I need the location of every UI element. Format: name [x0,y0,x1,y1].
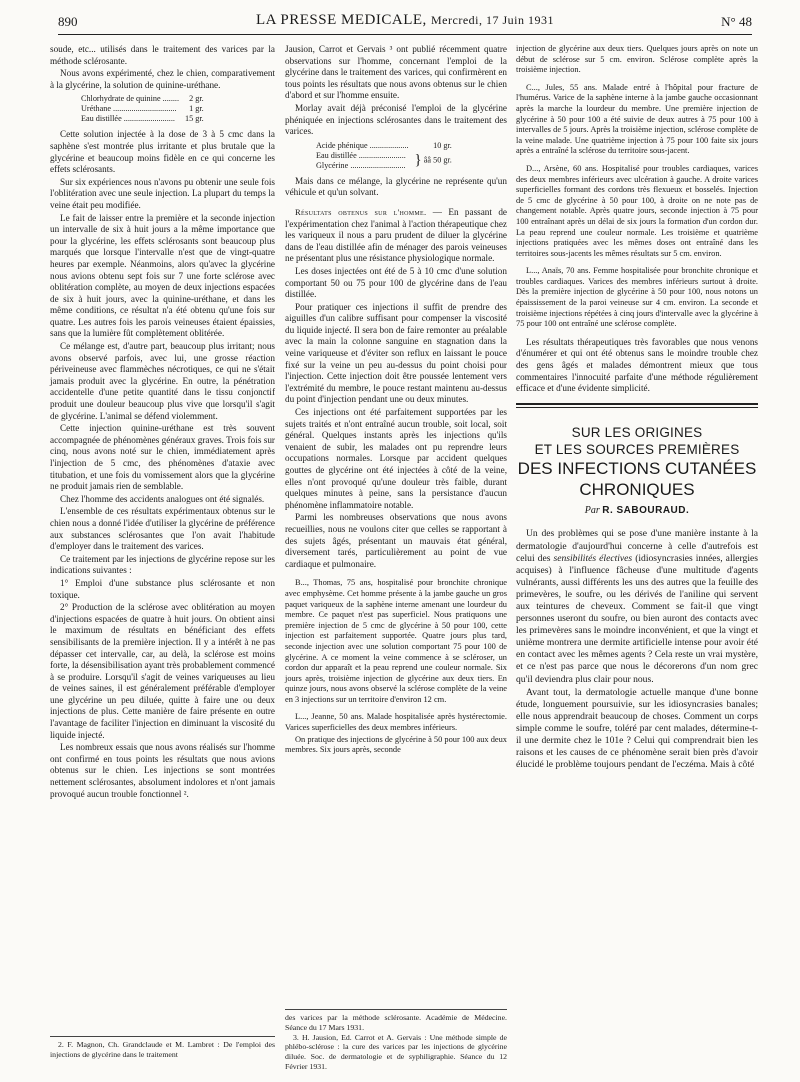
formula-ingredient: Chlorhydrate de quinine ........ [81,94,180,104]
case-report: On pratique des injections de glycérine à 50 pour 100 aux deux membres. Six jours après, seconde [285,734,507,755]
article-title [516,424,758,500]
footnote: des varices par la méthode sclérosante. Académie de Médecine. Séance du 17 Mars 1931. [285,1013,507,1032]
emphasis: sensibilités électives [553,552,633,564]
paragraph [516,528,758,685]
paragraph: Ce mélange est, d'autre part, beaucoup plus irritant; nous avons observé parfois, avec lui, une grosse réaction périveineuse avec flammèches nécrotiques, ce qui ne s'était jamais produit avec la glycérine. En outre, la pénétration accidentelle d'une petite quantité dans le tissu conjonctif produit une douleur beaucoup plus vive que lorsqu'il s'agit de glycérine. L'animal se défend violemment. [50,341,275,421]
case-report: B..., Thomas, 75 ans, hospitalisé pour bronchite chronique avec emphysème. Cet homme présente à la jambe gauche un gros paquet variqueux de la saphène interne amenant une lourdeur du membre. Ce paquet n'est pas superficiel. Nous pratiquons une première injection de 5 cmc de glycérine à 50 pour 100, cette injection est parfaitement supportée. Quatre jours plus tard, seconde injection avec une solution comportant 75 pour 100 de glycérine. A ce moment la veine commence à se scléroser, un cordon dur apparaît et la peau reprend une couleur normale. Six jours après, troisième injection de glycérine aux deux tiers. En quinze jours, nous avons observé la sclérose complète de la veine en 3 injections sur un territoire d'environ 12 cm. [285,578,507,704]
paragraph: Les nombreux essais que nous avons réalisés sur l'homme ont confirmé en tous points les résultats que nous avions obtenus sur le chien. Les injections se sont montrées nettement sclérosantes, absolument indolores et n'ont jamais provoqué aucun trouble fonctionnel ². [50,742,275,799]
paragraph: Cette injection quinine-uréthane est très souvent accompagnée de phénomènes généraux graves. Trois fois sur cinq, nous avons noté sur le chien, immédiatement après l'injection de 5 cmc, des phénomènes d'ataxie avec titubation, et une fois du vomissement alors que la glycérine ne produit jamais rien de semblable. [50,423,275,492]
journal-masthead [58,12,752,28]
footnote-left [50,1036,275,1060]
article-title-line: ET LES SOURCES PREMIÈRES [534,441,740,457]
issue-date: Mercredi, 17 Juin 1931 [431,13,554,27]
paragraph: Parmi les nombreuses observations que nous avons recueillies, nous ne voulons citer que celles se rapportant à des sujets âgés, présentant un mauvais état général, diversement tarés, particulièrement au point de vue cardiaque et pulmonaire. [285,512,507,569]
journal-title: LA PRESSE MEDICALE, [256,12,427,28]
case-report: L..., Jeanne, 50 ans. Malade hospitalisée après hystérectomie. Varices superficielles des deux membres inférieurs. [285,712,507,733]
article-title-line: SUR LES ORIGINES [571,424,703,440]
case-report: injection de glycérine aux deux tiers. Quelques jours après on note un début de sclérose sur 5 cm. environ. Sclérose complète après la troisième injection. [516,44,758,75]
paragraph: Les résultats thérapeutiques très favorables que nous venons d'énumérer et qui ont été obtenus sans le moindre trouble chez des gens âgés et malades démontrent mieux que tous commentaires l'innocuité parfaite d'une méthode régulièrement efficace et d'une évidente simplicité. [516,336,758,394]
formula-row [313,141,455,151]
paragraph: L'ensemble de ces résultats expérimentaux obtenus sur le chien nous a donné l'idée d'utiliser la glycérine de préférence aux substances sclérosantes que l'on avait l'habitude d'employer dans le traitement des varices. [50,506,275,552]
formula-quantity: 15 gr. [185,114,204,124]
column-middle [285,44,507,763]
paragraph: Nous avons expérimenté, chez le chien, comparativement à la glycérine, la solution de quinine-uréthane. [50,68,275,90]
formula-table [313,141,455,171]
brace-glyph: } [414,152,422,169]
formula-ingredient: Uréthane ............................... [81,104,177,114]
paragraph [285,207,507,265]
paragraph-text: (idiosyncrasies innées, allergies acquises) à l'influence fâcheuse d'une multitude d'agents vulnérants, aussi différents les uns des autres que la feuille des primevères, le soufre, ou les dérivés de l'aniline qui servent aux teintures de cheveux. Comment se fait-il que vingt personnes useront du soufre, ou bien auront des contacts avec les primevères sans le moindre inconvénient, et que la vingt et unième montrera une dermite artificielle intense pour avoir été en contact avec les mêmes agents ? Cela reste un vrai mystère, et ce n'est pas parce que nous le décorerons d'un nom grec qu'il deviendra plus clair pour nous. [516,552,759,685]
footnote: 2. F. Magnon, Ch. Grandclaude et M. Lambret : De l'emploi des injections de glycérine dans le traitement [50,1040,275,1059]
paragraph: 1° Emploi d'une substance plus sclérosante et non toxique. [50,577,275,600]
formula-ingredient: Eau distillée ......................... [81,114,175,124]
article-body [516,528,758,771]
paragraph: Le fait de laisser entre la première et la seconde injection un intervalle de six à huit jours a la même importance que pour la glycérine, les effets sclérosants sont beaucoup plus marqués que lorsque l'intervalle n'est que de vingt-quatre heures par exemple. Néanmoins, alors qu'avec la glycérine nous avions obtenu sept fois sur 7 une forte sclérose avec oblitération complète, au moyen de deux injections espacées de six à huit jours, avec la quinine-uréthane, et dans les même conditions, ce résultat n'a été obtenu qu'une fois sur quatre. Les autres fois les parois veineuses étaient épaissies, sans que la lumière fût complètement oblitérée. [50,212,275,339]
paragraph: Jausion, Carrot et Gervais ³ ont publié récemment quatre observations sur l'homme, concernant l'emploi de la glycérine dans le traitement des varices, qui confirmèrent en tous points les résultats que nous avons obtenus sur le chien d'abord et sur l'homme ensuite. [285,44,507,101]
formula-row [78,104,207,114]
formula-quantity-value: ââ 50 gr. [423,155,452,165]
case-report: L..., Anaïs, 70 ans. Femme hospitalisée pour bronchite chronique et troubles cardiaques. Varices des membres inférieurs surtout à droite. Dès la première injection de glycérine à 50 pour 100, nous notons un épaississement de la paroi veineuse sur 4 cm. environ. La seconde et troisième injections répétées à cinq jours d'intervalle avec la glycérine à 75 pour 100 ont entraîné une sclérose complète. [516,266,758,329]
paragraph: soude, etc... utilisés dans le traitement des varices par la méthode sclérosante. [50,44,275,66]
author-name: R. SABOURAUD. [602,504,690,516]
column-left [50,44,275,801]
article-title-line: CHRONIQUES [579,479,695,499]
new-article [516,403,758,771]
formula-ingredient: Eau distillée ....................... [316,150,406,160]
paragraph: Pour pratiquer ces injections il suffit de prendre des aiguilles d'un calibre suffisant pour compenser la viscosité du liquide injecté. Il sera bon de faire remonter au préalable avec la main la colonne sanguine en stagnation dans la veine variqueuse et d'éviter son reflux en laissant le pouce fixé sur la veine un peu au-dessus du point choisi pour l'injection. Cette injection doit être poussée lentement vers l'extrémité du membre, le pouce restant maintenu au-dessus du point d'injection pendant une ou deux minutes. [285,301,507,405]
footnote-middle [285,1009,507,1072]
paragraph: Mais dans ce mélange, la glycérine ne représente qu'un véhicule et qu'un solvant. [285,175,507,198]
paragraph: Ce traitement par les injections de glycérine repose sur les indications suivantes : [50,553,275,576]
paragraph: Morlay avait déjà préconisé l'emploi de la glycérine phéniquée en injections sclérosantes dans le traitement des varices. [285,102,507,137]
formula-quantity: 1 gr. [189,104,204,114]
formula-ingredient: Glycérine ........................... [316,160,406,170]
article-title-line: DES INFECTIONS CUTANÉES [517,458,757,478]
formula-row [313,151,455,161]
paragraph: Sur six expériences nous n'avons pu obtenir une seule fois l'oblitération avec une seule injection. La plupart du temps la veine était peu modifiée. [50,176,275,210]
section-heading: Résultats obtenus sur l'homme. [295,206,427,217]
paragraph: 2° Production de la sclérose avec oblitération au moyen d'injections espacées de quatre à huit jours. On obtient ainsi le maximum de résultats en bénéficiant des effets sensibilisants de la première injection. Il y a intérêt à ne pas dépasser cet intervalle, car, au delà, la sclérose est moins forte, la désensibilisation ayant très probablement commencé à se produire. Lorsqu'il s'agit de veines variqueuses au lieu de veines saines, il est généralement préférable d'employer une glycérine un peu diluée, quitte à faire une ou deux injections de plus. Cette manière de faire présente en outre l'avantage de faciliter l'injection en diminuant la viscosité du liquide injecté. [50,602,275,740]
case-report: D..., Arsène, 60 ans. Hospitalisé pour troubles cardiaques, varices des deux membres inférieurs avec ulcération à gauche. A droite varices superficielles formant des cordons très flexueux et bosselés. Injection de 5 cmc de glycérine à 50 pour 100, à droite on ne note pas de changement notable. Après quatre jours, seconde injection à 75 pour 100 entraînant après un délai de six jours la formation d'un cordon dur. La peau reprend une couleur normale. Les troisième et quatrième injections pratiquées avec les mêmes doses ont entraîné dans les territoires sous-jacents les mêmes résultats sur 5 cm. environ. [516,163,758,258]
paragraph-text: Un des problèmes qui se pose d'une manière instante à la dermatologie d'aujourd'hui concerne à celle d'autrefois est celui des [516,528,758,564]
paragraph: Cette solution injectée à la dose de 3 à 5 cmc dans la saphène s'est montrée plus irritante et plus brutale que la glycérine et beaucoup moins fidèle en ce qui concerne les effets sclérosants. [50,129,275,175]
formula-row [78,94,207,104]
paragraph: Chez l'homme des accidents analogues ont été signalés. [60,493,265,504]
formula-row [78,114,207,124]
formula-quantity [412,151,455,171]
paragraph: Ces injections ont été parfaitement supportées par les sujets traités et n'ont entraîné aucun trouble, soit local, soit général. Quelques instants après les injections qu'ils venaient de subir, les malades ont pu reprendre leurs occupations normales. Lorsque par accident quelques gouttes de glycérine ont été injectées à côté de la veine, elles n'ont provoqué qu'une douleur très faible, durant quelques minutes à peine, sans la persistance d'aucun phénomène inflammatoire notable. [285,407,507,510]
footnote: 3. H. Jausion, Ed. Carrot et A. Gervais : Une méthode simple de phlébo-sclérose : la cure des varices par les injections de glycérine diluée. Soc. de dermatologie et de syphiligraphie. Séance du 12 Février 1931. [285,1032,507,1071]
article-byline [516,505,758,517]
paragraph: Avant tout, la dermatologie actuelle manque d'une bonne étude, longuement poursuivie, sur les idiosyncrasies banales; elle nous apprendrait beaucoup de choses. Comment un corps simple comme le soufre, toléré par cent malades, détermine-t-il une dermite chez le 101e ? Celui qui comprendrait bien les raisons et les causes de ce phénomène serait bien près d'avoir élucidé le problème toujours pendant de l'eczéma. Mais à côté [516,686,758,771]
formula-table [78,94,207,124]
page-number: 890 [58,14,78,29]
column-right [516,44,758,772]
formula-quantity: 10 gr. [433,140,452,150]
case-report: C..., Jules, 55 ans. Malade entré à l'hôpital pour fracture de l'humérus. Varice de la saphène interne à la jambe gauche occasionnant après la marche la lourdeur du membre. Une première injection de glycérine à 50 pour 100 a été suivie de deux autres à 75 pour 100 à intervalles de 5 jours. Après la troisième injection, sclérose complète de la veine malade. Une quatrième injection à 75 pour 100 faite six jours après a entraîné la sclérose du territoire sous-jacent. [516,82,758,156]
issue-number: N° 48 [721,14,752,29]
paragraph-text: — En passant de l'expérimentation chez l'animal à l'action thérapeutique chez les variqueux il nous a paru prudent de diluer la glycérine dans de l'eau distillée afin de ménager des parois veineuses ne présentant plus une résistance physiologique normale. [285,206,507,264]
byline-prefix: Par [584,504,600,516]
paragraph: Les doses injectées ont été de 5 à 10 cmc d'une solution comportant 50 ou 75 pour 100 de glycérine dans de l'eau distillée. [285,265,507,300]
page-header [58,14,752,35]
formula-quantity: 2 gr. [189,94,204,104]
formula-ingredient: Acide phénique ................... [316,140,409,150]
